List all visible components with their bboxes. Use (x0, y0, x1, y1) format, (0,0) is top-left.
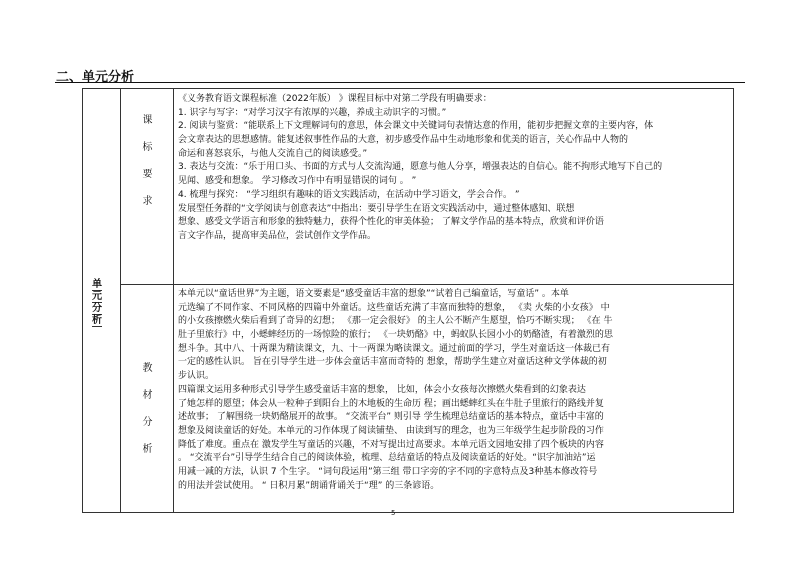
text-line: 四篇课文运用多种形式引导学生感受童话丰富的想象， 比如，体会小女孩每次擦燃火柴看到的幻象表达 (178, 384, 586, 395)
text-line: 了她怎样的愿望；体会从一粒种子到阳台上的木地板的生命历 程；画出蟋蟀红头在牛肚子里旅行的路线并复 (178, 398, 604, 409)
text-line: 元选编了不同作家、不同风格的四篇中外童话。这些童话充满了丰富而独特的想象， 《卖 火柴的小女孩》 中 (178, 302, 610, 313)
curriculum-standards-text (178, 93, 662, 244)
text-line: 。 “交流平台”引导学生结合自己的阅读体验，梳理、总结童话的特点及阅读童话的好处。“识字加油站”运 (178, 453, 596, 464)
text-line: 命运和喜怒哀乐，与他人交流自己的阅读感受。” (178, 148, 368, 159)
text-line: 言文字作品，提高审美品位，尝试创作文学作品。 (178, 230, 377, 241)
text-line: 的用法并尝试使用。 “ 日积月累”朗诵背诵关于“理” 的三条谚语。 (178, 480, 440, 491)
textbook-label-char: 教 (142, 363, 153, 374)
text-line: 想象、感受文学语言和形象的独特魅力，获得个性化的审美体验； 了解文学作品的基本特点，欣赏和评价语 (178, 217, 604, 228)
textbook-label-char: 析 (142, 444, 153, 455)
curriculum-label-char: 课 (142, 115, 153, 126)
text-line: 的小女孩擦燃火柴后看到了奇异的幻想； 《那一定会很好》 的主人公不断产生愿望，恰巧不断实现； 《在 牛 (178, 316, 613, 327)
text-line: 3. 表达与交流：“乐于用口头、书面的方式与人交流沟通，愿意与他人分享，增强表达的自信心。能不拘形式地写下自己的 (178, 162, 663, 173)
text-line: 述故事； 了解围绕一块奶酪展开的故事。 “交流平台” 则引导 学生梳理总结童话的基本特点，童话中丰富的 (178, 412, 604, 423)
curriculum-label-char: 标 (142, 142, 153, 153)
text-line: 发展型任务群的“文学阅读与创意表达”中指出：要引导学生在语文实践活动中，通过整体感知、联想 (178, 203, 575, 214)
textbook-label-char: 材 (142, 390, 153, 401)
text-line: 肚子里旅行》中，小蟋蟀经历的一场惊险的旅行； 《一块奶酪》中，蚂蚁队长园小小的奶酪渣，有着激烈的思 (178, 330, 613, 341)
text-line: 4. 梳理与探究： “学习组织有趣味的语文实践活动，在活动中学习语文，学会合作。 ” (178, 189, 520, 200)
text-line: 步认识。 (178, 371, 215, 382)
text-line: 会文章表达的思想感情。能复述叙事性作品的大意，初步感受作品中生动地形象和优美的语言，关心作品中人物的 (178, 135, 629, 146)
text-line: 本单元以“童话世界”为主题，语文要素是“感受童话丰富的想象”“试着自己编童话，写童话” 。本单 (178, 289, 569, 299)
curriculum-label-char: 求 (142, 196, 153, 207)
text-line: 用减一减的方法，认识 7 个生字。 “词句段运用”第三组 带口字旁的字不同的字意特点及3种基本修改符号 (178, 466, 598, 477)
textbook-label-char: 分 (142, 417, 153, 428)
text-line: 1. 识字与写字：“对学习汉字有浓厚的兴趣，养成主动识字的习惯。” (178, 107, 447, 118)
text-line: 降低了难度。重点在 激发学生写童话的兴趣，不对写提出过高要求。本单元语文园地安排了四个板块的内容 (178, 439, 604, 450)
text-line: 一定的感性认识。 旨在引导学生进一步体会童话丰富而奇特的 想象，帮助学生建立对童话这种文学体裁的初 (178, 357, 607, 368)
text-line: 见闻、感受和想象。 学习修改习作中有明显错误的词句 。 ” (178, 176, 417, 187)
text-line: 2. 阅读与鉴赏：“能联系上下文理解词句的意思，体会课文中关键词句表情达意的作用，能初步把握文章的主要内容，体 (178, 121, 654, 132)
text-line: 想斗争。其中八、十两课为精读课文，九、十一两课为略读课文。通过前面的学习，学生对童话这一体裁已有 (178, 343, 611, 354)
textbook-label-cell (121, 285, 174, 512)
row-divider (121, 284, 733, 285)
textbook-analysis-text (178, 288, 613, 493)
text-line: 《义务教育语文课程标准（2022年版） 》课程目标中对第二学段有明确要求： (178, 94, 492, 104)
outer-label-cell (83, 89, 121, 512)
section-divider (55, 82, 745, 83)
text-line: 想象及阅读童话的好处。本单元的习作体现了阅读铺垫、 由读到写的理念，也为三年级学生起步阶段的习作 (178, 425, 604, 436)
section-title: 二、单元分析 (56, 70, 135, 85)
outer-label: 单元分析 (92, 279, 102, 326)
curriculum-label-char: 要 (142, 169, 153, 180)
page-number: 5 (391, 509, 396, 517)
unit-analysis-table (82, 88, 734, 513)
curriculum-label-cell (121, 89, 174, 284)
